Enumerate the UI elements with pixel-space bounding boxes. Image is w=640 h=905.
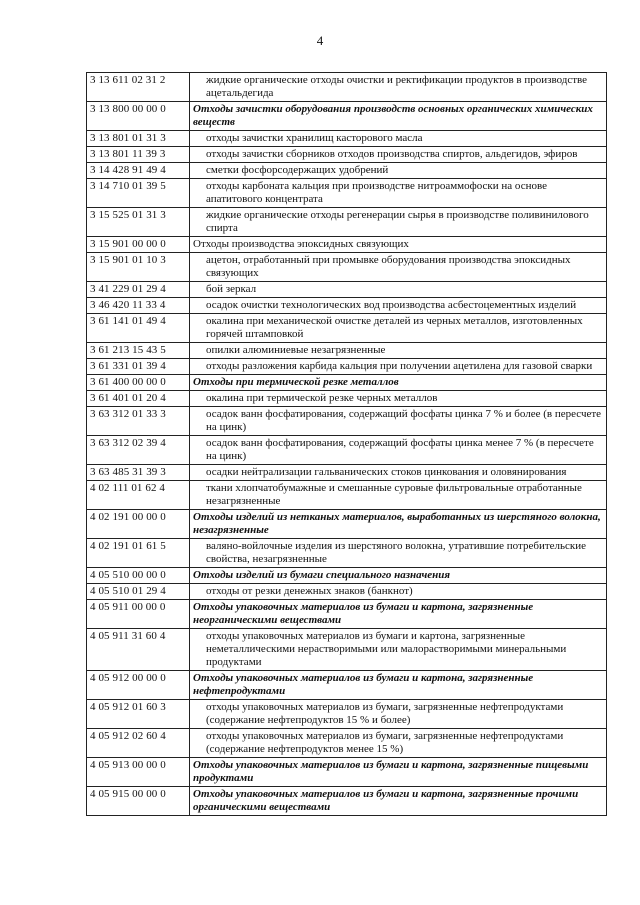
waste-description-cell: жидкие органические отходы регенерации сырья в производстве поливинилового спирта xyxy=(190,208,607,237)
table-row xyxy=(87,568,607,584)
table-row xyxy=(87,758,607,787)
waste-description-cell: ткани хлопчатобумажные и смешанные суровые фильтровальные отработанные незагрязненные xyxy=(190,481,607,510)
table-row xyxy=(87,375,607,391)
waste-code-cell: 4 02 191 01 61 5 xyxy=(87,539,190,568)
waste-group-heading-cell: Отходы упаковочных материалов из бумаги и картона, загрязненные пищевыми продуктами xyxy=(190,758,607,787)
waste-description-cell: Отходы производства эпоксидных связующих xyxy=(190,237,607,253)
table-row xyxy=(87,729,607,758)
waste-code-cell: 3 13 800 00 00 0 xyxy=(87,102,190,131)
table-row xyxy=(87,407,607,436)
waste-code-cell: 3 61 401 01 20 4 xyxy=(87,391,190,407)
table-row xyxy=(87,253,607,282)
table-row xyxy=(87,510,607,539)
waste-classification-table xyxy=(86,72,607,816)
waste-code-cell: 3 63 312 02 39 4 xyxy=(87,436,190,465)
waste-group-heading-cell: Отходы при термической резке металлов xyxy=(190,375,607,391)
waste-group-heading-cell: Отходы изделий из бумаги специального назначения xyxy=(190,568,607,584)
table-body xyxy=(87,73,607,816)
waste-description-cell: отходы упаковочных материалов из бумаги, загрязненные нефтепродуктами (содержание нефтепродуктов 15 % и более) xyxy=(190,700,607,729)
table-row xyxy=(87,584,607,600)
table-row xyxy=(87,237,607,253)
waste-code-cell: 4 02 111 01 62 4 xyxy=(87,481,190,510)
waste-description-cell: отходы зачистки хранилищ касторового масла xyxy=(190,131,607,147)
waste-description-cell: окалина при механической очистке деталей из черных металлов, изготовленных горячей штамповкой xyxy=(190,314,607,343)
waste-code-cell: 3 13 801 11 39 3 xyxy=(87,147,190,163)
waste-code-cell: 4 05 510 00 00 0 xyxy=(87,568,190,584)
table-row xyxy=(87,282,607,298)
waste-description-cell: отходы карбоната кальция при производстве нитроаммофоски на основе апатитового концентрата xyxy=(190,179,607,208)
waste-code-cell: 3 63 485 31 39 3 xyxy=(87,465,190,481)
table-row xyxy=(87,359,607,375)
waste-code-cell: 4 05 912 00 00 0 xyxy=(87,671,190,700)
table-row xyxy=(87,465,607,481)
table-row xyxy=(87,147,607,163)
waste-description-cell: отходы разложения карбида кальция при получении ацетилена для газовой сварки xyxy=(190,359,607,375)
table-row xyxy=(87,787,607,816)
page-number: 4 xyxy=(316,33,324,48)
table-row xyxy=(87,298,607,314)
waste-code-cell: 4 05 911 31 60 4 xyxy=(87,629,190,671)
waste-code-cell: 3 15 525 01 31 3 xyxy=(87,208,190,237)
waste-description-cell: бой зеркал xyxy=(190,282,607,298)
waste-description-cell: жидкие органические отходы очистки и ректификации продуктов в производстве ацетальдегида xyxy=(190,73,607,102)
table-row xyxy=(87,629,607,671)
waste-description-cell: осадок ванн фосфатирования, содержащий фосфаты цинка 7 % и более (в пересчете на цинк) xyxy=(190,407,607,436)
waste-group-heading-cell: Отходы упаковочных материалов из бумаги и картона, загрязненные неорганическими веществами xyxy=(190,600,607,629)
waste-code-cell: 3 15 901 00 00 0 xyxy=(87,237,190,253)
table-row xyxy=(87,539,607,568)
waste-description-cell: окалина при термической резке черных металлов xyxy=(190,391,607,407)
waste-code-cell: 3 15 901 01 10 3 xyxy=(87,253,190,282)
table-row xyxy=(87,208,607,237)
table-row xyxy=(87,343,607,359)
waste-code-cell: 4 05 913 00 00 0 xyxy=(87,758,190,787)
waste-code-cell: 3 13 801 01 31 3 xyxy=(87,131,190,147)
table-row xyxy=(87,481,607,510)
waste-code-cell: 4 05 911 00 00 0 xyxy=(87,600,190,629)
waste-code-cell: 3 14 428 91 49 4 xyxy=(87,163,190,179)
waste-code-cell: 4 05 912 02 60 4 xyxy=(87,729,190,758)
waste-group-heading-cell: Отходы изделий из нетканых материалов, выработанных из шерстяного волокна, незагрязненные xyxy=(190,510,607,539)
waste-code-cell: 3 41 229 01 29 4 xyxy=(87,282,190,298)
waste-group-heading-cell: Отходы упаковочных материалов из бумаги и картона, загрязненные прочими органическими веществами xyxy=(190,787,607,816)
waste-code-cell: 3 61 141 01 49 4 xyxy=(87,314,190,343)
waste-description-cell: отходы от резки денежных знаков (банкнот) xyxy=(190,584,607,600)
table-row xyxy=(87,314,607,343)
table-row xyxy=(87,700,607,729)
table-row xyxy=(87,179,607,208)
waste-code-cell: 4 05 912 01 60 3 xyxy=(87,700,190,729)
waste-group-heading-cell: Отходы зачистки оборудования производств основных органических химических веществ xyxy=(190,102,607,131)
waste-description-cell: отходы упаковочных материалов из бумаги и картона, загрязненные неметаллическими нерастворимыми или малорастворимыми минеральными продуктами xyxy=(190,629,607,671)
waste-code-cell: 3 13 611 02 31 2 xyxy=(87,73,190,102)
waste-description-cell: осадок очистки технологических вод производства асбестоцементных изделий xyxy=(190,298,607,314)
table-row xyxy=(87,436,607,465)
waste-code-cell: 3 61 331 01 39 4 xyxy=(87,359,190,375)
table-row xyxy=(87,671,607,700)
waste-description-cell: отходы упаковочных материалов из бумаги, загрязненные нефтепродуктами (содержание нефтепродуктов менее 15 %) xyxy=(190,729,607,758)
waste-code-cell: 3 46 420 11 33 4 xyxy=(87,298,190,314)
waste-code-cell: 3 14 710 01 39 5 xyxy=(87,179,190,208)
waste-description-cell: сметки фосфорсодержащих удобрений xyxy=(190,163,607,179)
waste-description-cell: отходы зачистки сборников отходов производства спиртов, альдегидов, эфиров xyxy=(190,147,607,163)
table-row xyxy=(87,600,607,629)
table-row xyxy=(87,163,607,179)
waste-code-cell: 4 05 510 01 29 4 xyxy=(87,584,190,600)
waste-description-cell: опилки алюминиевые незагрязненные xyxy=(190,343,607,359)
waste-description-cell: валяно-войлочные изделия из шерстяного волокна, утратившие потребительские свойства, незагрязненные xyxy=(190,539,607,568)
waste-code-cell: 4 02 191 00 00 0 xyxy=(87,510,190,539)
table-row xyxy=(87,131,607,147)
waste-code-cell: 3 61 400 00 00 0 xyxy=(87,375,190,391)
table-row xyxy=(87,102,607,131)
waste-description-cell: осадки нейтрализации гальванических стоков цинкования и оловянирования xyxy=(190,465,607,481)
waste-group-heading-cell: Отходы упаковочных материалов из бумаги и картона, загрязненные нефтепродуктами xyxy=(190,671,607,700)
table-row xyxy=(87,73,607,102)
waste-description-cell: осадок ванн фосфатирования, содержащий фосфаты цинка менее 7 % (в пересчете на цинк) xyxy=(190,436,607,465)
waste-description-cell: ацетон, отработанный при промывке оборудования производства эпоксидных связующих xyxy=(190,253,607,282)
waste-code-cell: 3 63 312 01 33 3 xyxy=(87,407,190,436)
table-row xyxy=(87,391,607,407)
waste-code-cell: 4 05 915 00 00 0 xyxy=(87,787,190,816)
waste-code-cell: 3 61 213 15 43 5 xyxy=(87,343,190,359)
